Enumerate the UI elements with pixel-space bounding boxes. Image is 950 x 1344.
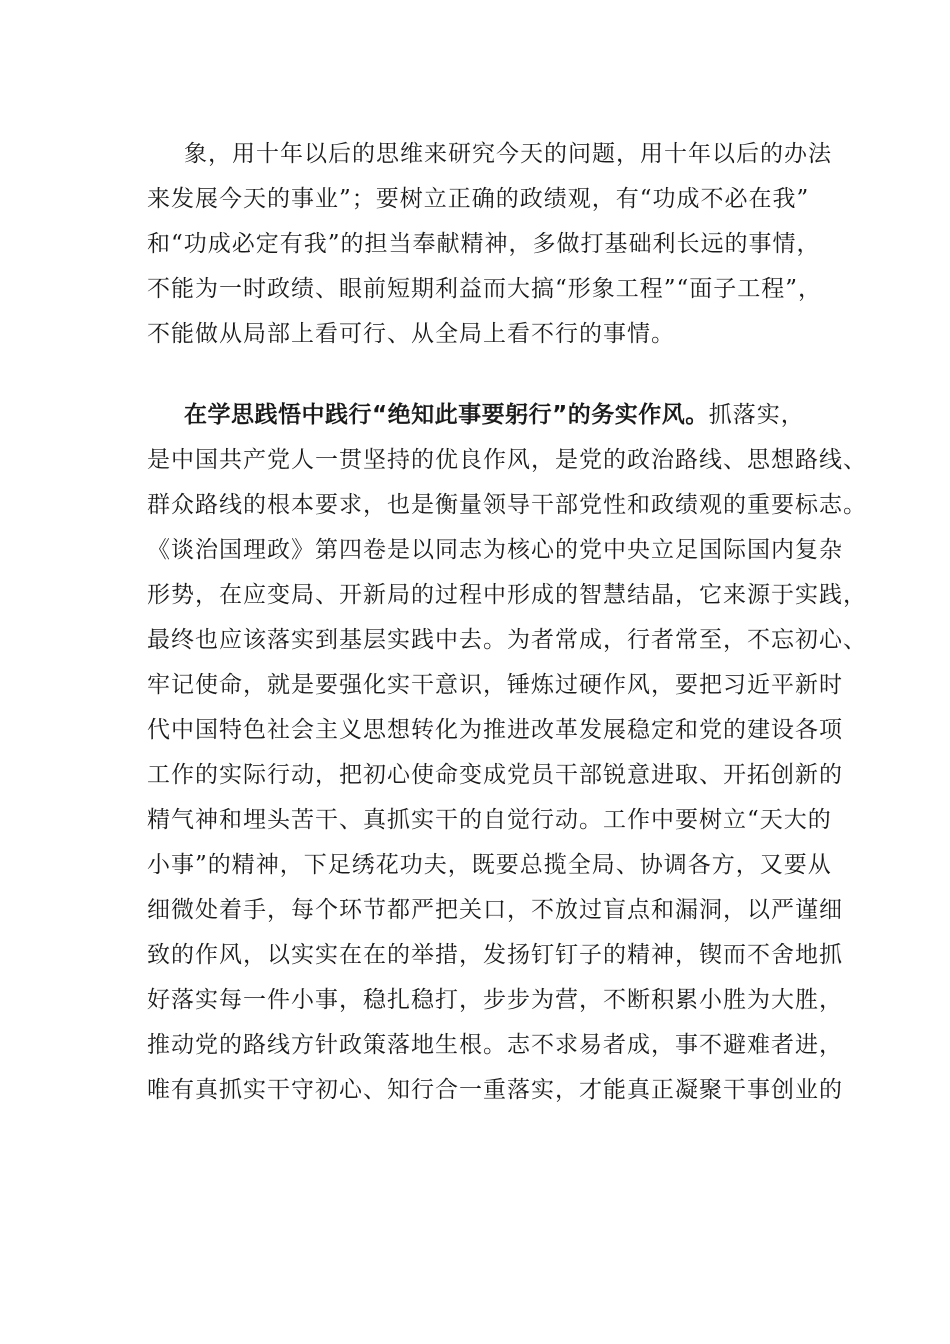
paragraph-first-line (147, 393, 807, 438)
text-line: 精气神和埋头苦干、真抓实干的自觉行动。工作中要树立“天大的 (147, 807, 832, 833)
paragraph-1 (147, 132, 832, 357)
paragraph-2 (147, 393, 867, 1113)
text-line: 推动党的路线方针政策落地生根。志不求易者成，事不避难者进， (147, 1032, 843, 1058)
text-line: 致的作风，以实实在在的举措，发扬钉钉子的精神，锲而不舍地抓 (147, 942, 843, 968)
text-line: 不能为一时政绩、眼前短期利益而大搞“形象工程”“面子工程”， (147, 276, 823, 302)
text-line: 小事”的精神，下足绣花功夫，既要总揽全局、协调各方，又要从 (147, 852, 832, 878)
text-line: 《谈治国理政》第四卷是以同志为核心的党中央立足国际国内复杂 (147, 537, 843, 563)
text-line: 是中国共产党人一贯坚持的优良作风，是党的政治路线、思想路线、 (147, 447, 867, 473)
text-line: 来发展今天的事业”；要树立正确的政绩观，有“功成不必在我” (147, 186, 810, 212)
paragraph-heading: 在学思践悟中践行“绝知此事要躬行”的务实作风。 (184, 402, 709, 428)
text-line: 最终也应该落实到基层实践中去。为者常成，行者常至，不忘初心、 (147, 627, 867, 653)
text-line: 细微处着手，每个环节都严把关口，不放过盲点和漏洞，以严谨细 (147, 897, 843, 923)
text-line: 唯有真抓实干守初心、知行合一重落实，才能真正凝聚干事创业的 (147, 1077, 843, 1103)
text-line: 好落实每一件小事，稳扎稳打，步步为营，不断积累小胜为大胜， (147, 987, 843, 1013)
text-line: 牢记使命，就是要强化实干意识，锤炼过硬作风，要把习近平新时 (147, 672, 843, 698)
text-line: 和“功成必定有我”的担当奉献精神，多做打基础利长远的事情， (147, 231, 821, 257)
text-line: 形势，在应变局、开新局的过程中形成的智慧结晶，它来源于实践， (147, 582, 867, 608)
text-line: 代中国特色社会主义思想转化为推进改革发展稳定和党的建设各项 (147, 717, 843, 743)
text-line: 群众路线的根本要求，也是衡量领导干部党性和政绩观的重要标志。 (147, 492, 867, 518)
text-line: 象，用十年以后的思维来研究今天的问题，用十年以后的办法 (184, 141, 832, 167)
document-body (147, 132, 867, 1113)
text-line: 不能做从局部上看可行、从全局上看不行的事情。 (147, 321, 675, 347)
text-line: 工作的实际行动，把初心使命变成党员干部锐意进取、开拓创新的 (147, 762, 843, 788)
heading-continuation: 抓落实， (708, 402, 805, 428)
